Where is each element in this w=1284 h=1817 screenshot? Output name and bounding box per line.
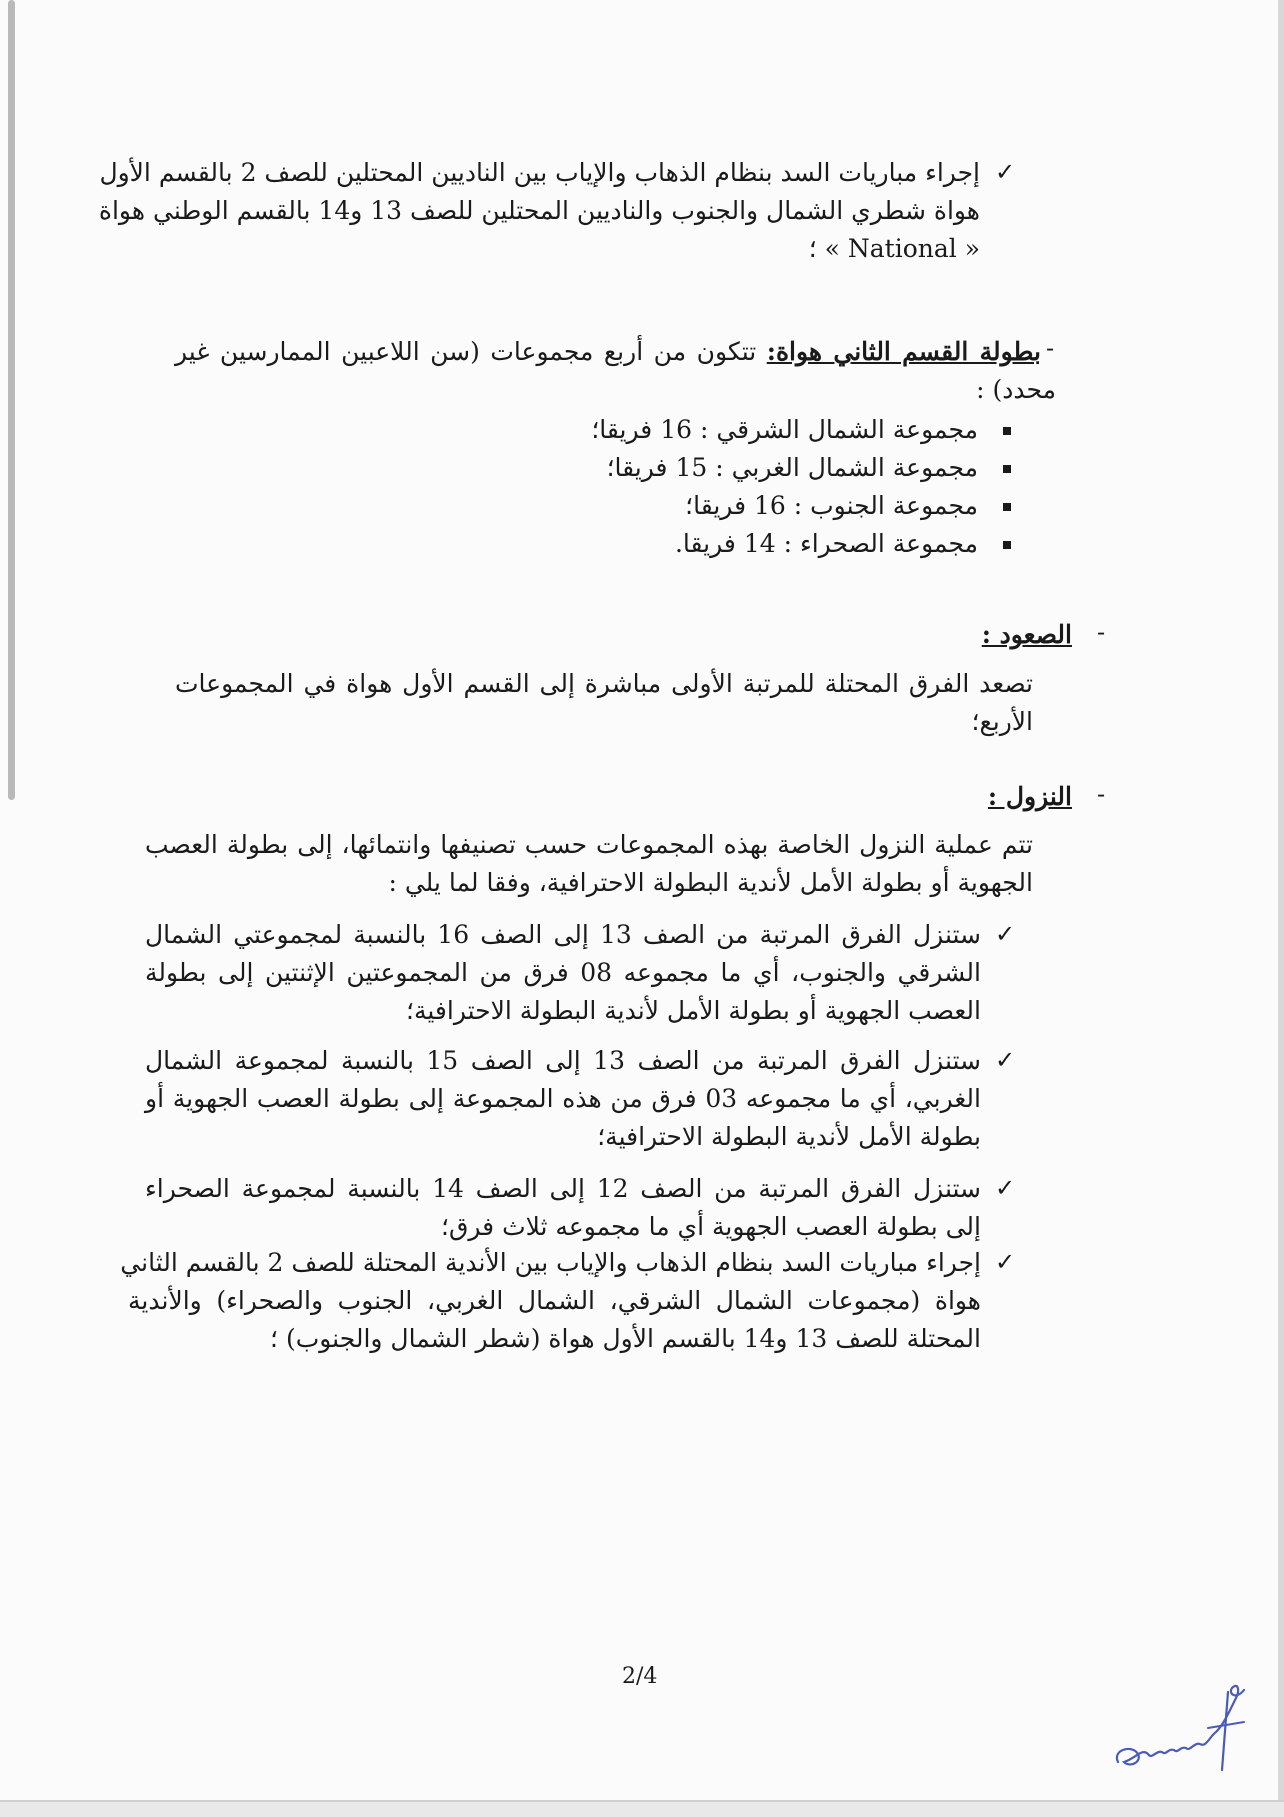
text-line: محدد) : [976, 375, 1056, 404]
text-line: إجراء مباريات السد بنظام الذهاب والإياب بين الناديين المحتلين للصف 2 بالقسم الأول [99, 158, 980, 187]
playoff-item-national [98, 154, 980, 268]
text-line: « National » ؛ [808, 234, 980, 263]
text-line: تتكون من أربع مجموعات (سن اللاعبين الممارسين غير [175, 337, 757, 366]
text-line: تصعد الفرق المحتلة للمرتبة الأولى مباشرة إلى القسم الأول هواة في المجموعات [175, 669, 1033, 698]
check-icon: ✓ [995, 920, 1016, 948]
bullet-icon [1003, 541, 1011, 549]
text-line: إلى بطولة العصب الجهوية أي ما مجموعه ثلاث فرق؛ [441, 1212, 981, 1241]
list-item: مجموعة الصحراء : 14 فريقا. [674, 529, 978, 558]
scrollbar[interactable] [8, 0, 15, 800]
handwritten-signature [1110, 1670, 1255, 1780]
groups-list [400, 411, 978, 563]
text-line: الغربي، أي ما مجموعه 03 فرق من هذه المجموعة إلى بطولة العصب الجهوية أو [145, 1084, 981, 1113]
promotion-text [175, 665, 1033, 741]
list-item: مجموعة الجنوب : 16 فريقا؛ [685, 491, 978, 520]
page-edge [1278, 0, 1284, 1800]
bullet-icon [1003, 465, 1011, 473]
relegation-item [145, 1042, 981, 1156]
list-item: مجموعة الشمال الغربي : 15 فريقا؛ [606, 453, 978, 482]
section-heading: النزول : [987, 782, 1072, 811]
relegation-intro [145, 826, 1033, 902]
check-icon: ✓ [995, 1248, 1016, 1276]
section-heading: الصعود : [981, 620, 1072, 649]
text-line: ستنزل الفرق المرتبة من الصف 13 إلى الصف 15 بالنسبة لمجموعة الشمال [145, 1046, 981, 1075]
text-line: تتم عملية النزول الخاصة بهذه المجموعات حسب تصنيفها وانتمائها، إلى بطولة العصب [145, 830, 1033, 859]
text-line: هواة شطري الشمال والجنوب والناديين المحتلين للصف 13 و14 بالقسم الوطني هواة [98, 196, 980, 225]
text-line: المحتلة للصف 13 و14 بالقسم الأول هواة (شطر الشمال والجنوب) ؛ [270, 1324, 981, 1353]
relegation-item [145, 916, 981, 1030]
text-line: العصب الجهوية أو بطولة الأمل لأندية البطولة الاحترافية؛ [406, 996, 981, 1025]
text-line: ستنزل الفرق المرتبة من الصف 13 إلى الصف 16 بالنسبة لمجموعتي الشمال [145, 920, 981, 949]
text-line: بطولة الأمل لأندية البطولة الاحترافية؛ [597, 1122, 981, 1151]
dash-marker: - [1097, 618, 1106, 646]
text-line: هواة (مجموعات الشمال الشرقي، الشمال الغربي، الجنوب والصحراء) والأندية [128, 1286, 981, 1315]
text-line: الأربع؛ [971, 707, 1033, 736]
section-division2-intro [175, 333, 1041, 371]
list-item: مجموعة الشمال الشرقي : 16 فريقا؛ [591, 415, 978, 444]
text-line: الشرقي والجنوب، أي ما مجموعه 08 فرق من المجموعتين الإثنتين إلى بطولة [145, 958, 981, 987]
bullet-icon [1003, 503, 1011, 511]
text-line: الجهوية أو بطولة الأمل لأندية البطولة الاحترافية، وفقا لما يلي : [388, 868, 1033, 897]
check-icon: ✓ [995, 1174, 1016, 1202]
bullet-icon [1003, 427, 1011, 435]
relegation-item [145, 1170, 981, 1246]
text-line: إجراء مباريات السد بنظام الذهاب والإياب بين الأندية المحتلة للصف 2 بالقسم الثاني [120, 1248, 981, 1277]
text-line: ستنزل الفرق المرتبة من الصف 12 إلى الصف 14 بالنسبة لمجموعة الصحراء [145, 1174, 981, 1203]
page-number: 2/4 [622, 1664, 658, 1689]
dash-marker: - [1097, 780, 1106, 808]
dash-marker: - [1046, 334, 1055, 362]
playoff-item-division2 [120, 1244, 981, 1358]
check-icon: ✓ [995, 1046, 1016, 1074]
check-icon: ✓ [995, 158, 1016, 186]
section-heading: بطولة القسم الثاني هواة: [766, 337, 1041, 366]
